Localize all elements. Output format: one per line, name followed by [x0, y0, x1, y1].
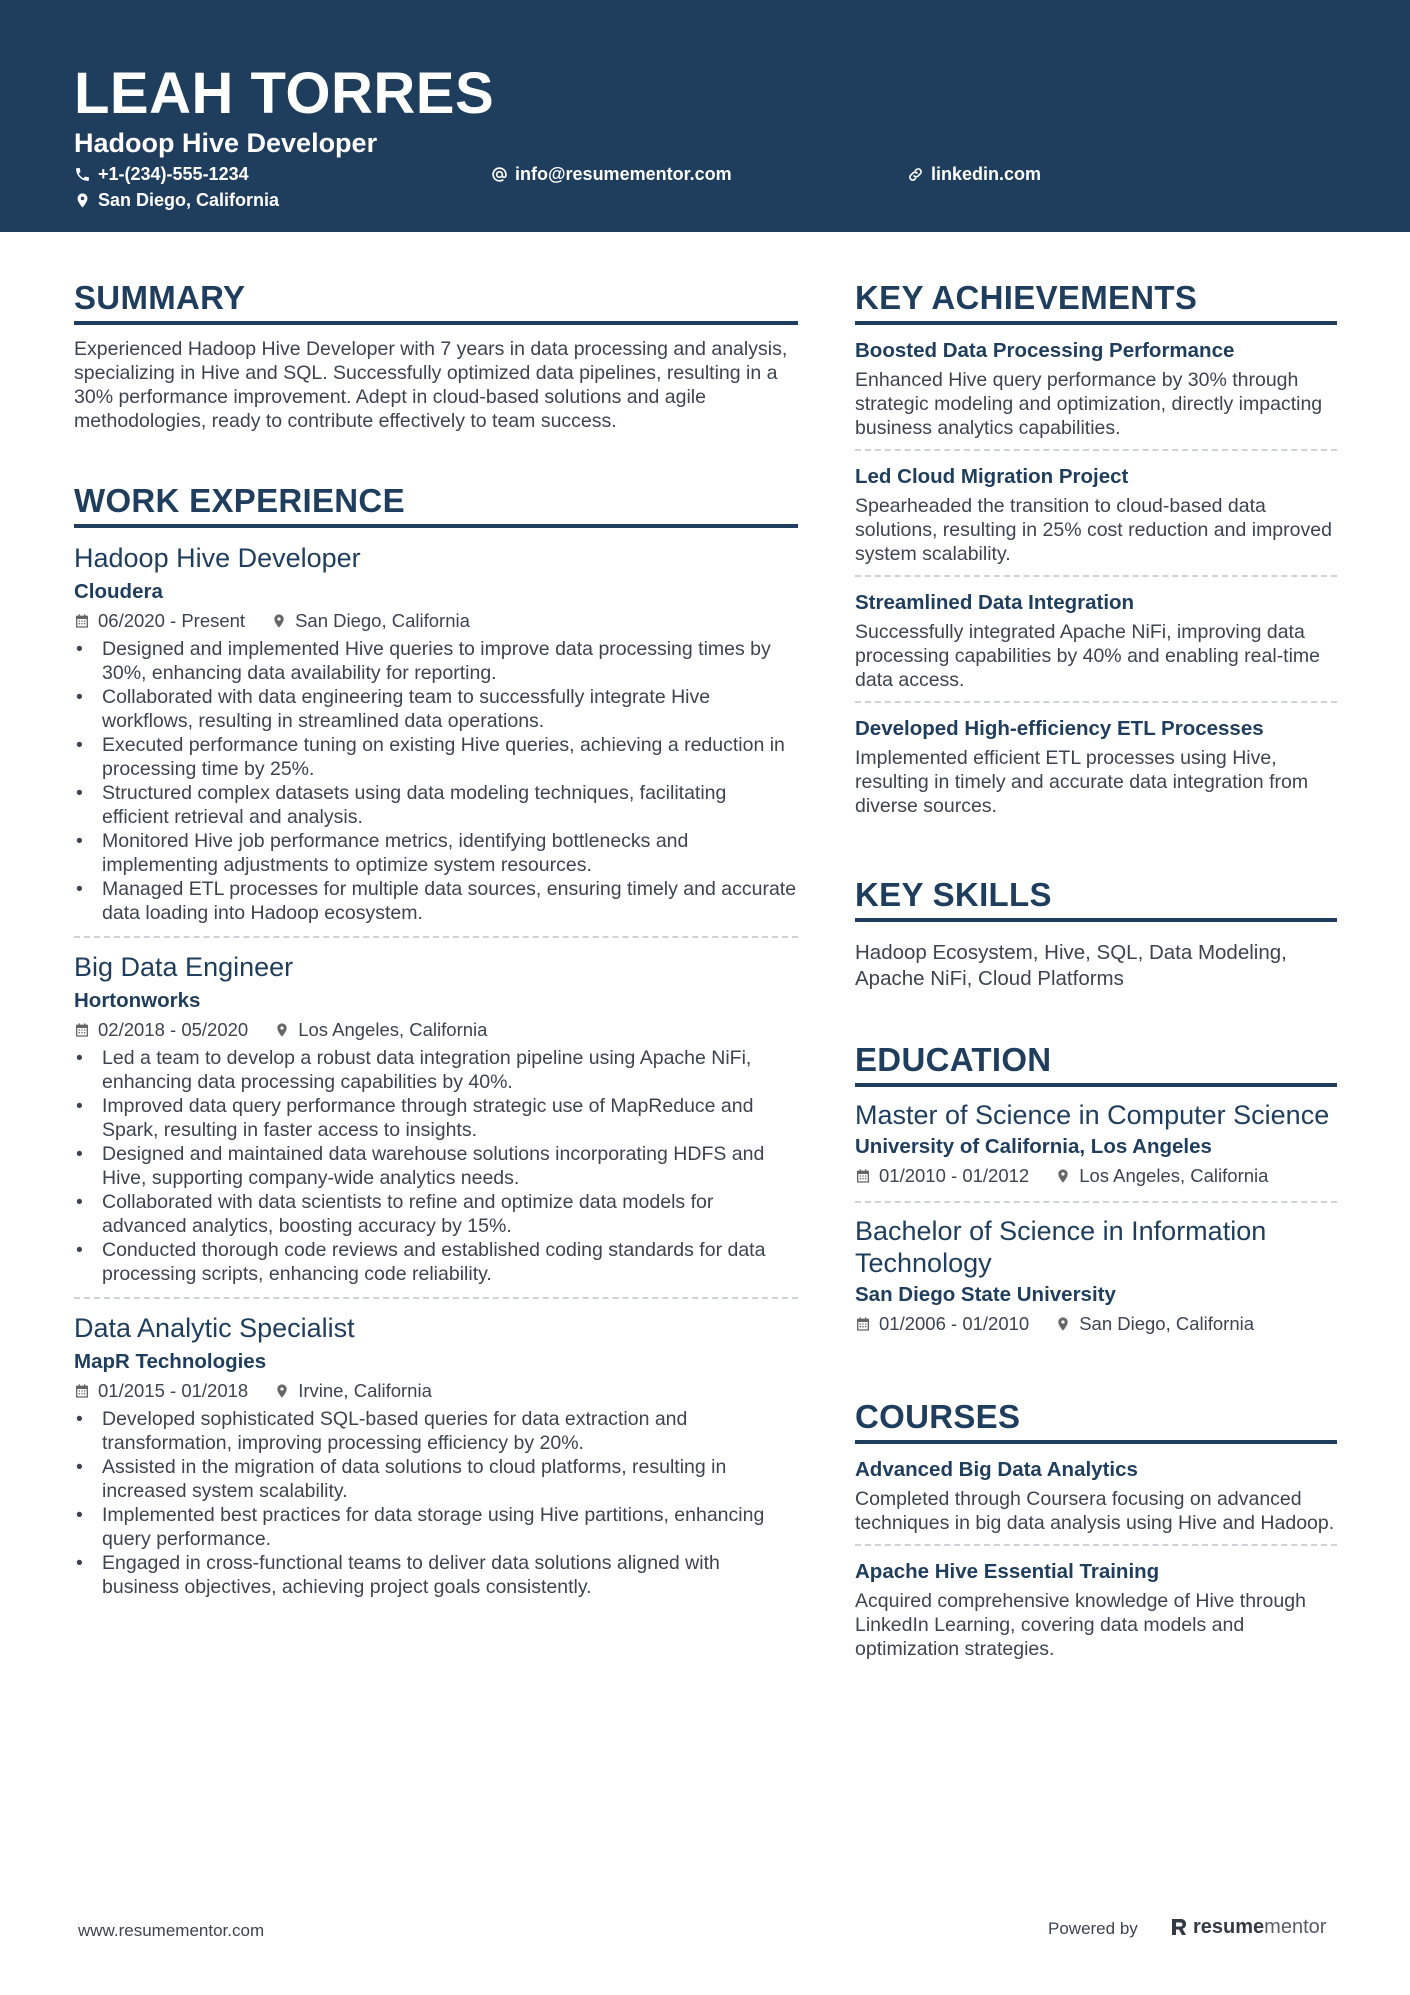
- bullet-item: • Assisted in the migration of data solutions to cloud platforms, resulting in increased system scalability.: [74, 1455, 798, 1503]
- bullet-item: • Collaborated with data scientists to refine and optimize data models for advanced analytics, boosting accuracy by 15%.: [74, 1190, 798, 1238]
- course-item: [855, 1456, 1337, 1546]
- job-company: MapR Technologies: [74, 1350, 267, 1373]
- calendar-icon: [74, 1022, 90, 1038]
- education-location: [1055, 1163, 1268, 1189]
- achievements-section: [855, 276, 1337, 827]
- link-icon: [907, 166, 924, 183]
- achievement-desc: Spearheaded the transition to cloud-based data solutions, resulting in 25% cost reduction and improved system scalability.: [855, 495, 1332, 565]
- job-bullets: [74, 637, 798, 925]
- achievement-item: [855, 715, 1337, 827]
- job-location: [271, 608, 470, 634]
- skills-section: [855, 873, 1337, 992]
- bullet-item: • Structured complex datasets using data modeling techniques, facilitating efficient retrieval and analysis.: [74, 781, 798, 829]
- bullet-item: • Designed and maintained data warehouse solutions incorporating HDFS and Hive, supporting company-wide analytics needs.: [74, 1142, 798, 1190]
- location-pin-icon: [274, 1022, 290, 1038]
- job-location-text: Los Angeles, California: [298, 1019, 488, 1040]
- right-column: [855, 276, 1337, 1716]
- courses-section: [855, 1395, 1337, 1670]
- calendar-icon: [74, 1383, 90, 1399]
- bullet-item: • Implemented best practices for data storage using Hive partitions, enhancing query performance.: [74, 1503, 798, 1551]
- education-meta: [855, 1311, 1337, 1337]
- bullet-item: • Led a team to develop a robust data integration pipeline using Apache NiFi, enhancing data processing capabilities by 40%.: [74, 1046, 798, 1094]
- education-school: San Diego State University: [855, 1283, 1116, 1306]
- education-school: University of California, Los Angeles: [855, 1135, 1212, 1158]
- location-pin-icon: [1055, 1316, 1071, 1332]
- location-pin-icon: [1055, 1168, 1071, 1184]
- experience-heading: WORK EXPERIENCE: [74, 479, 798, 528]
- bullet-item: • Monitored Hive job performance metrics, identifying bottlenecks and implementing adjustments to optimize system resources.: [74, 829, 798, 877]
- education-location-text: San Diego, California: [1079, 1313, 1255, 1334]
- achievements-heading: KEY ACHIEVEMENTS: [855, 276, 1337, 325]
- job-entry: [74, 540, 798, 938]
- education-location: [1055, 1311, 1254, 1337]
- achievement-title: Led Cloud Migration Project: [855, 465, 1129, 488]
- candidate-title: Hadoop Hive Developer: [74, 128, 378, 158]
- job-title: Big Data Engineer: [74, 952, 294, 982]
- achievement-item: [855, 589, 1337, 703]
- achievement-desc: Implemented efficient ETL processes using Hive, resulting in timely and accurate data integration from diverse sources.: [855, 747, 1309, 817]
- contact-email[interactable]: [491, 162, 732, 186]
- bullet-item: • Improved data query performance through strategic use of MapReduce and Spark, resulting in faster access to insights.: [74, 1094, 798, 1142]
- job-dates: 01/2015 - 01/2018: [98, 1380, 249, 1401]
- job-meta: [74, 1378, 798, 1404]
- skills-heading: KEY SKILLS: [855, 873, 1337, 922]
- job-entry: [74, 949, 798, 1299]
- job-company: Hortonworks: [74, 989, 201, 1012]
- job-entry: [74, 1310, 798, 1610]
- bullet-item: • Designed and implemented Hive queries to improve data processing times by 30%, enhancing data availability for reporting.: [74, 637, 798, 685]
- education-meta: [855, 1163, 1337, 1189]
- phone-text: +1-(234)-555-1234: [98, 164, 249, 184]
- calendar-icon: [855, 1316, 871, 1332]
- calendar-icon: [855, 1168, 871, 1184]
- education-dates: 01/2006 - 01/2010: [879, 1313, 1030, 1334]
- contact-location: [74, 188, 279, 212]
- achievement-title: Developed High-efficiency ETL Processes: [855, 717, 1264, 740]
- job-location-text: Irvine, California: [298, 1380, 432, 1401]
- education-degree: Bachelor of Science in Information Technology: [855, 1216, 1267, 1278]
- job-title: Data Analytic Specialist: [74, 1313, 355, 1343]
- education-item: [855, 1099, 1337, 1203]
- bullet-item: • Collaborated with data engineering team to successfully integrate Hive workflows, resulting in streamlined data operations.: [74, 685, 798, 733]
- achievement-title: Streamlined Data Integration: [855, 591, 1135, 614]
- footer-website[interactable]: www.resumementor.com: [78, 1921, 265, 1940]
- job-dates: 02/2018 - 05/2020: [98, 1019, 249, 1040]
- job-location: [274, 1378, 432, 1404]
- skills-text: Hadoop Ecosystem, Hive, SQL, Data Modeling, Apache NiFi, Cloud Platforms: [855, 941, 1287, 990]
- course-title: Advanced Big Data Analytics: [855, 1458, 1138, 1481]
- course-desc: Completed through Coursera focusing on advanced techniques in big data analysis using Hive and Hadoop.: [855, 1488, 1335, 1534]
- course-desc: Acquired comprehensive knowledge of Hive through LinkedIn Learning, covering data models and optimization strategies.: [855, 1590, 1306, 1660]
- logo-text-bold: resume: [1193, 1916, 1265, 1938]
- linkedin-text[interactable]: linkedin.com: [931, 164, 1042, 184]
- candidate-name: LEAH TORRES: [74, 61, 495, 126]
- job-dates: 06/2020 - Present: [98, 610, 246, 631]
- education-degree: Master of Science in Computer Science: [855, 1100, 1330, 1130]
- resume-header: [0, 0, 1410, 232]
- bullet-item: • Executed performance tuning on existing Hive queries, achieving a reduction in processing time by 25%.: [74, 733, 798, 781]
- education-location-text: Los Angeles, California: [1079, 1165, 1269, 1186]
- bullet-item: • Managed ETL processes for multiple data sources, ensuring timely and accurate data loading into Hadoop ecosystem.: [74, 877, 798, 925]
- phone-icon: [74, 166, 91, 183]
- experience-section: [74, 479, 798, 1610]
- email-text[interactable]: info@resumementor.com: [515, 164, 732, 184]
- job-company: Cloudera: [74, 580, 163, 603]
- job-meta: [74, 1017, 798, 1043]
- course-item: [855, 1558, 1337, 1670]
- location-pin-icon: [271, 613, 287, 629]
- course-title: Apache Hive Essential Training: [855, 1560, 1160, 1583]
- education-heading: EDUCATION: [855, 1038, 1337, 1087]
- location-text: San Diego, California: [98, 190, 280, 210]
- achievement-item: [855, 337, 1337, 451]
- achievement-title: Boosted Data Processing Performance: [855, 339, 1235, 362]
- left-column: [74, 276, 798, 1656]
- achievement-desc: Successfully integrated Apache NiFi, improving data processing capabilities by 40% and enabling real-time data access.: [855, 621, 1321, 691]
- resumementor-logo[interactable]: [1170, 1914, 1326, 1940]
- education-item: [855, 1215, 1337, 1349]
- logo-text-light: mentor: [1264, 1916, 1327, 1938]
- job-location-text: San Diego, California: [295, 610, 470, 631]
- summary-heading: SUMMARY: [74, 276, 798, 325]
- bullet-item: • Engaged in cross-functional teams to deliver data solutions aligned with business objectives, achieving project goals consistently.: [74, 1551, 798, 1599]
- job-bullets: [74, 1407, 798, 1599]
- bullet-item: • Conducted thorough code reviews and established coding standards for data processing scripts, enhancing code reliability.: [74, 1238, 798, 1286]
- resumementor-logo-icon: [1170, 1917, 1188, 1937]
- location-pin-icon: [274, 1383, 290, 1399]
- education-section: [855, 1038, 1337, 1349]
- contact-linkedin[interactable]: [907, 162, 1041, 186]
- contact-phone: [74, 162, 249, 186]
- job-bullets: [74, 1046, 798, 1286]
- job-location: [274, 1017, 487, 1043]
- summary-section: [74, 276, 798, 433]
- bullet-item: • Developed sophisticated SQL-based queries for data extraction and transformation, improving processing efficiency by 20%.: [74, 1407, 798, 1455]
- education-dates: 01/2010 - 01/2012: [879, 1165, 1030, 1186]
- at-icon: [491, 166, 508, 183]
- job-meta: [74, 608, 798, 634]
- location-pin-icon: [74, 192, 91, 209]
- achievement-item: [855, 463, 1337, 577]
- summary-text: Experienced Hadoop Hive Developer with 7 years in data processing and analysis, specializing in Hive and SQL. Successfully optimized data pipelines, resulting in a 30% performance improvement. Adept in cloud-based solutions and agile methodologies, ready to contribute effectively to team success.: [74, 338, 788, 432]
- job-title: Hadoop Hive Developer: [74, 543, 361, 573]
- footer-powered-by: Powered by: [1048, 1919, 1138, 1938]
- courses-heading: COURSES: [855, 1395, 1337, 1444]
- achievement-desc: Enhanced Hive query performance by 30% through strategic modeling and optimization, directly impacting business analytics capabilities.: [855, 369, 1323, 439]
- calendar-icon: [74, 613, 90, 629]
